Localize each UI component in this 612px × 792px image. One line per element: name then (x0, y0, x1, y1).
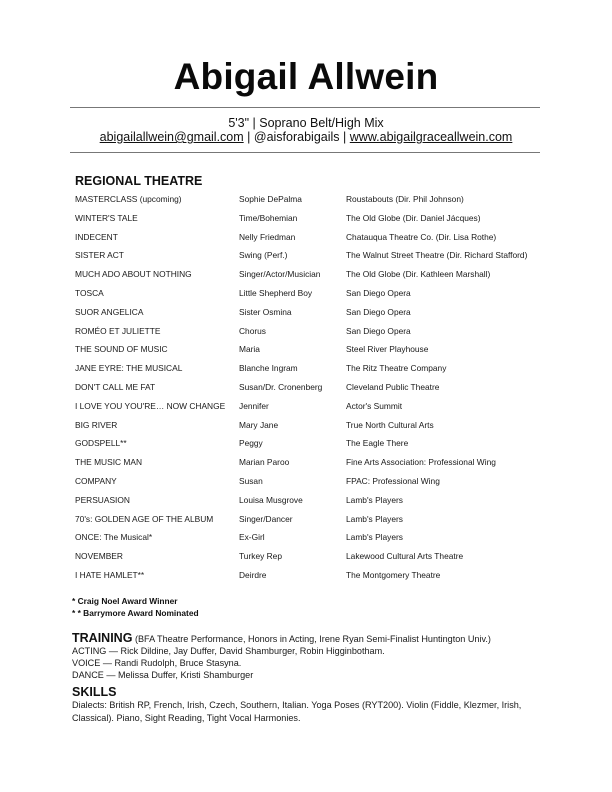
credit-show: INDECENT (75, 231, 118, 242)
credit-show: ONCE: The Musical* (75, 532, 153, 543)
credit-venue: Lakewood Cultural Arts Theatre (346, 551, 464, 562)
credit-venue: Roustabouts (Dir. Phil Johnson) (346, 194, 464, 204)
credit-venue: Lamb's Players (346, 532, 403, 543)
credit-show: COMPANY (75, 475, 117, 486)
credits-table (75, 191, 555, 586)
credit-show: GODSPELL** (75, 438, 127, 449)
credit-show: ROMÉO ET JULIETTE (75, 325, 161, 336)
credit-role: Singer/Actor/Musician (239, 269, 321, 280)
skills-text: Dialects: British RP, French, Irish, Czech, Southern, Italian. Yoga Poses (RYT200). Violin (Fiddle, Klezmer, Irish, Classical). Piano, Sight Reading, Tight Vocal Harmonies. (72, 700, 522, 723)
credit-role: Singer/Dancer (239, 513, 293, 524)
credit-show: I LOVE YOU YOU'RE… NOW CHANGE (75, 400, 226, 411)
credit-show: SISTER ACT (75, 250, 124, 261)
credit-venue: San Diego Opera (346, 325, 411, 336)
credit-row (75, 454, 555, 473)
credit-row (75, 548, 555, 567)
credit-show: NOVEMBER (75, 551, 123, 562)
credit-role: Ex-Girl (239, 532, 265, 543)
training-voice: VOICE — Randi Rudolph, Bruce Stasyna. (72, 658, 242, 668)
credit-role: Peggy (239, 438, 263, 449)
training-dance: DANCE — Melissa Duffer, Kristi Shamburger (72, 670, 254, 680)
credit-row (75, 360, 555, 379)
credit-row (75, 511, 555, 530)
credit-row (75, 398, 555, 417)
credit-row (75, 341, 555, 360)
credit-row (75, 210, 555, 229)
credit-row (75, 473, 555, 492)
credit-role: Mary Jane (239, 419, 279, 430)
credit-venue: FPAC: Professional Wing (346, 475, 440, 486)
credit-role: Marian Paroo (239, 457, 290, 468)
credit-role: Susan (239, 475, 263, 486)
credit-venue: Lamb's Players (346, 513, 403, 524)
credit-show: BIG RIVER (75, 419, 118, 430)
credit-role: Little Shepherd Boy (239, 287, 313, 298)
credit-row (75, 529, 555, 548)
contact-separator: | (247, 130, 251, 144)
training-section (72, 632, 552, 681)
regional-theatre-heading: REGIONAL THEATRE (75, 174, 203, 188)
credit-venue: The Ritz Theatre Company (346, 363, 447, 374)
credit-show: I HATE HAMLET** (75, 569, 145, 580)
training-acting: ACTING — Rick Dildine, Jay Duffer, David Shamburger, Robin Higginbotham. (72, 646, 385, 656)
credit-show: JANE EYRE: THE MUSICAL (75, 363, 183, 374)
credit-show: 70's: GOLDEN AGE OF THE ALBUM (75, 513, 214, 524)
credit-show: MASTERCLASS (upcoming) (75, 194, 182, 204)
credit-row (75, 191, 555, 210)
email-link[interactable]: abigailallwein@gmail.com (99, 130, 244, 144)
header-top-divider (70, 107, 540, 108)
contact-line (0, 130, 612, 144)
award-note: * Craig Noel Award Winner (72, 596, 178, 606)
credit-venue: Cleveland Public Theatre (346, 381, 440, 392)
award-notes (72, 596, 199, 620)
credit-venue: Lamb's Players (346, 494, 403, 505)
credit-role: Blanche Ingram (239, 363, 298, 374)
credit-venue: The Eagle There (346, 438, 409, 449)
training-heading: TRAINING (72, 631, 133, 645)
credit-role: Deirdre (239, 569, 267, 580)
credit-role: Turkey Rep (239, 551, 282, 562)
credit-row (75, 229, 555, 248)
credit-show: MUCH ADO ABOUT NOTHING (75, 269, 192, 280)
credit-venue: The Walnut Street Theatre (Dir. Richard Stafford) (346, 250, 528, 261)
credit-show: SUOR ANGELICA (75, 306, 144, 317)
credit-row (75, 379, 555, 398)
credit-role: Swing (Perf.) (239, 250, 288, 261)
resume-name: Abigail Allwein (173, 56, 439, 97)
credit-venue: The Old Globe (Dir. Daniel Jácques) (346, 212, 481, 223)
credit-venue: True North Cultural Arts (346, 419, 434, 430)
website-link[interactable]: www.abigailgraceallwein.com (349, 130, 513, 144)
credit-venue: San Diego Opera (346, 287, 411, 298)
credit-row (75, 323, 555, 342)
credit-show: THE MUSIC MAN (75, 457, 142, 468)
credit-role: Sister Osmina (239, 306, 292, 317)
award-note: * * Barrymore Award Nominated (72, 608, 199, 618)
credit-row (75, 247, 555, 266)
actor-details: 5'3" | Soprano Belt/High Mix (228, 116, 384, 130)
credit-role: Jennifer (239, 400, 269, 411)
credit-row (75, 266, 555, 285)
credit-role: Louisa Musgrove (239, 494, 303, 505)
credit-row (75, 285, 555, 304)
credit-row (75, 304, 555, 323)
credit-venue: Actor's Summit (346, 400, 403, 411)
training-summary: (BFA Theatre Performance, Honors in Acting, Irene Ryan Semi-Finalist Huntington Univ.) (132, 634, 491, 644)
credit-role: Time/Bohemian (239, 212, 298, 223)
credit-show: PERSUASION (75, 494, 130, 505)
credit-venue: Fine Arts Association: Professional Wing (346, 457, 496, 468)
credit-show: TOSCA (75, 287, 104, 298)
credit-row (75, 567, 555, 586)
credit-role: Chorus (239, 325, 266, 336)
credit-role: Sophie DePalma (239, 194, 302, 204)
credit-row (75, 435, 555, 454)
credit-role: Maria (239, 344, 260, 355)
credit-show: THE SOUND OF MUSIC (75, 344, 168, 355)
contact-separator: | (343, 130, 347, 144)
social-handle: @aisforabigails (253, 130, 340, 144)
credit-venue: Steel River Playhouse (346, 344, 429, 355)
credit-row (75, 417, 555, 436)
credit-venue: Chatauqua Theatre Co. (Dir. Lisa Rothe) (346, 231, 497, 242)
skills-heading: SKILLS (72, 685, 117, 699)
credit-role: Susan/Dr. Cronenberg (239, 381, 323, 392)
credit-venue: The Montgomery Theatre (346, 569, 441, 580)
credit-role: Nelly Friedman (239, 231, 296, 242)
header-bottom-divider (70, 152, 540, 153)
credit-row (75, 492, 555, 511)
credit-venue: San Diego Opera (346, 306, 411, 317)
credit-show: WINTER'S TALE (75, 212, 138, 223)
credit-show: DON'T CALL ME FAT (75, 381, 156, 392)
credit-venue: The Old Globe (Dir. Kathleen Marshall) (346, 269, 491, 280)
